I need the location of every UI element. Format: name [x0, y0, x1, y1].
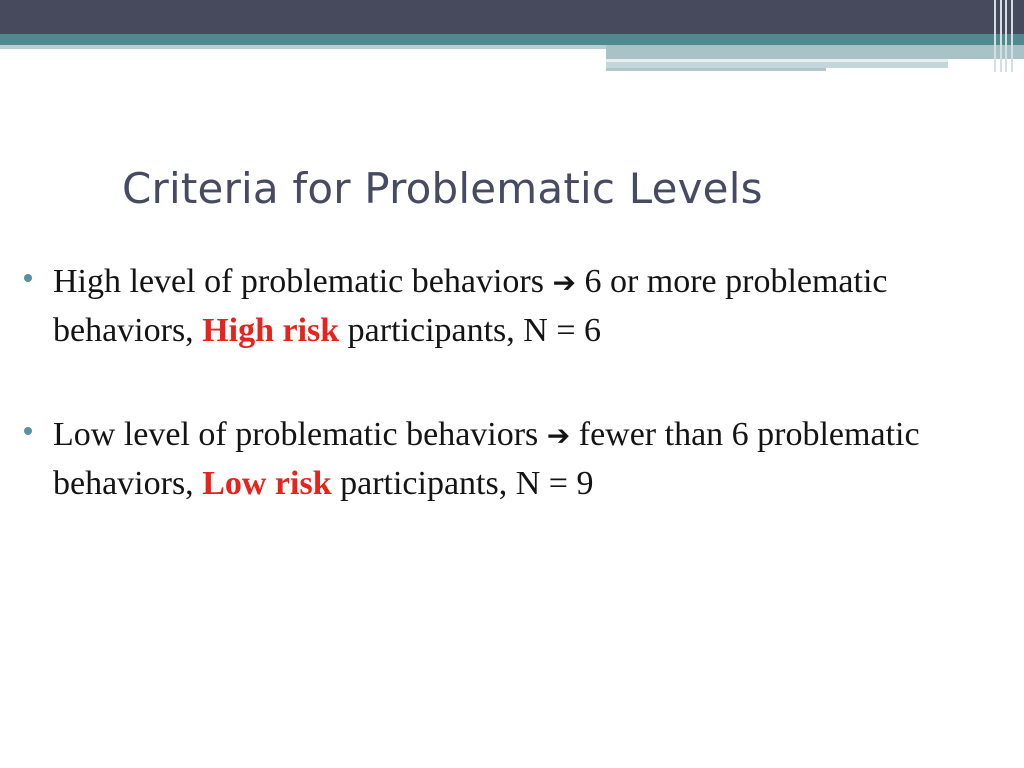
bullet-lead: High level of problematic behaviors	[53, 263, 544, 300]
header-accent-bar	[606, 68, 826, 71]
bullet-dot-icon	[24, 274, 32, 282]
bullet-item-high	[24, 258, 1014, 355]
vertical-line	[1005, 0, 1007, 72]
header-band-dark	[0, 0, 1024, 34]
bullet-mid: fewer than 6 problematic behaviors,	[53, 416, 920, 502]
vertical-line	[994, 0, 996, 72]
header-vertical-lines	[992, 0, 1024, 72]
right-arrow-icon: ➔	[546, 419, 571, 452]
bullet-lead: Low level of problematic behaviors	[53, 416, 539, 453]
bullet-tail: participants, N = 9	[340, 465, 594, 502]
bullet-mid: 6 or more problematic behaviors,	[53, 263, 888, 349]
vertical-line	[1000, 0, 1002, 72]
risk-label: Low risk	[202, 465, 332, 502]
vertical-line	[1011, 0, 1013, 72]
bullet-list	[24, 258, 1014, 564]
bullet-item-low	[24, 411, 1014, 508]
bullet-dot-icon	[24, 427, 32, 435]
risk-label: High risk	[202, 312, 340, 349]
header-band-teal	[0, 34, 1024, 45]
header-accent-bar	[606, 45, 1024, 59]
bullet-tail: participants, N = 6	[347, 312, 602, 349]
slide-title: Criteria for Problematic Levels	[122, 164, 763, 213]
right-arrow-icon: ➔	[552, 266, 576, 299]
